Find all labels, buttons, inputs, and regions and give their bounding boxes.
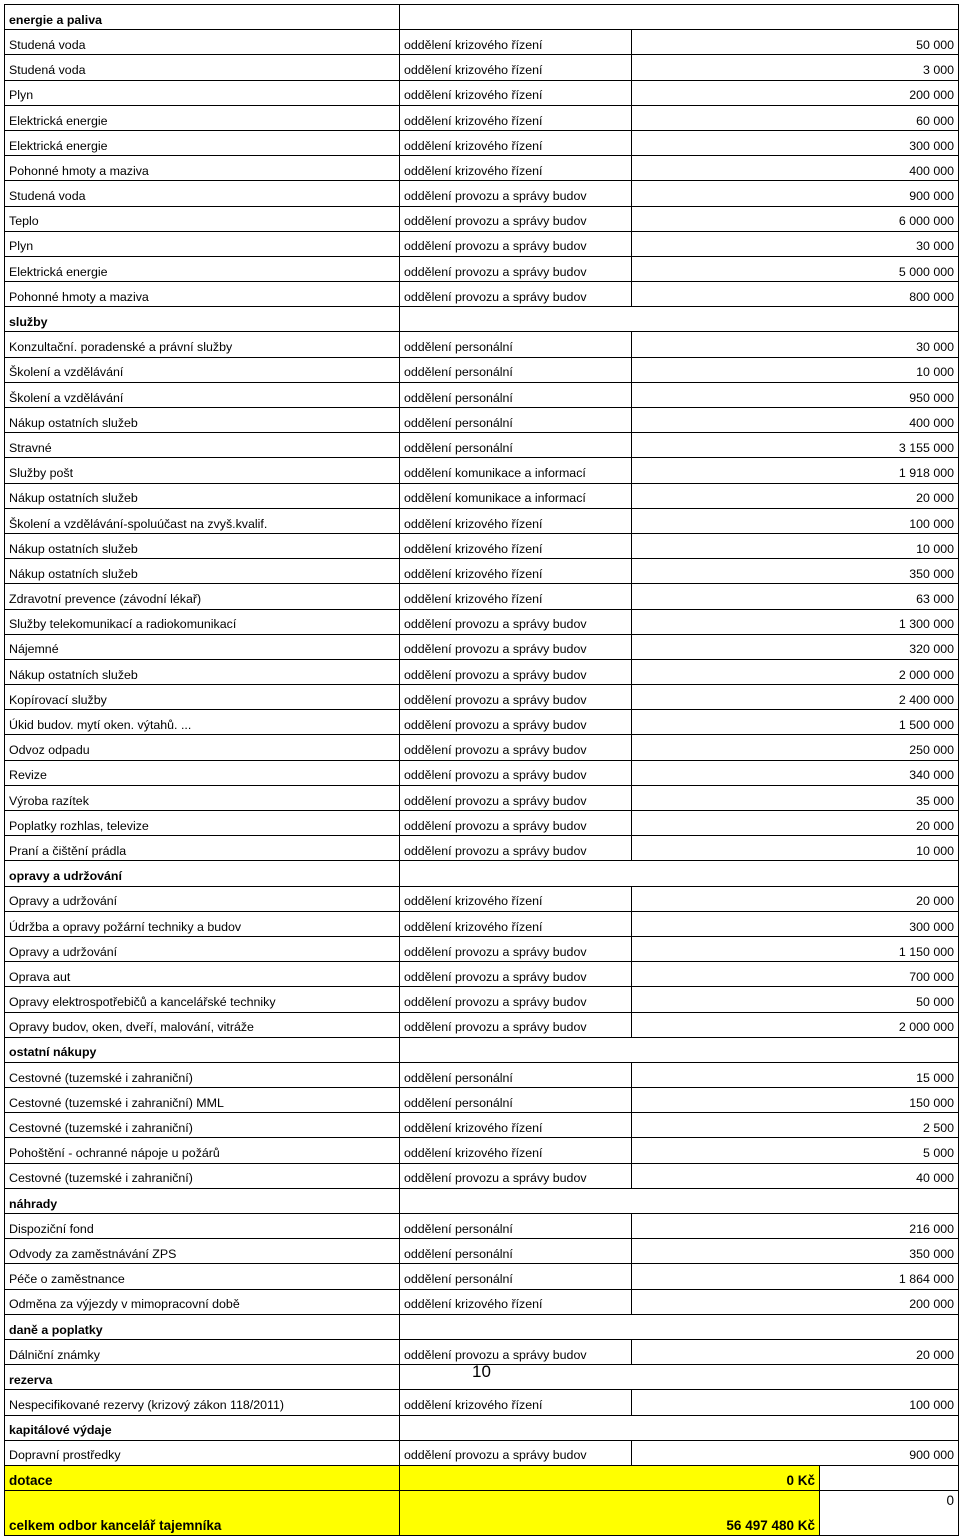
empty-cell — [400, 1188, 959, 1213]
budget-rows — [5, 5, 959, 1466]
empty-cell — [400, 5, 959, 30]
table-row — [5, 685, 959, 710]
section-title: energie a paliva — [5, 5, 400, 30]
table-row — [5, 886, 959, 911]
table-row — [5, 1390, 959, 1415]
section-row — [5, 307, 959, 332]
section-title: ostatní nákupy — [5, 1037, 400, 1062]
item-name: Teplo — [5, 206, 400, 231]
department: oddělení provozu a správy budov — [400, 685, 632, 710]
item-name: Oprava aut — [5, 962, 400, 987]
amount: 900 000 — [632, 181, 959, 206]
table-row — [5, 1239, 959, 1264]
table-row — [5, 256, 959, 281]
item-name: Praní a čištění prádla — [5, 836, 400, 861]
page-number: 10 — [472, 1362, 491, 1381]
department: oddělení provozu a správy budov — [400, 936, 632, 961]
table-row — [5, 1289, 959, 1314]
amount: 10 000 — [632, 836, 959, 861]
department: oddělení personální — [400, 1214, 632, 1239]
item-name: Cestovné (tuzemské i zahraniční) MML — [5, 1088, 400, 1113]
item-name: Plyn — [5, 80, 400, 105]
table-row — [5, 584, 959, 609]
department: oddělení provozu a správy budov — [400, 710, 632, 735]
table-row — [5, 332, 959, 357]
department: oddělení provozu a správy budov — [400, 1440, 632, 1465]
section-title: náhrady — [5, 1188, 400, 1213]
table-row — [5, 156, 959, 181]
department: oddělení krizového řízení — [400, 30, 632, 55]
department: oddělení krizového řízení — [400, 80, 632, 105]
section-row — [5, 1415, 959, 1440]
amount: 2 500 — [632, 1113, 959, 1138]
item-name: Dispoziční fond — [5, 1214, 400, 1239]
item-name: Nákup ostatních služeb — [5, 533, 400, 558]
department: oddělení krizového řízení — [400, 533, 632, 558]
table-row — [5, 836, 959, 861]
table-row — [5, 533, 959, 558]
department: oddělení krizového řízení — [400, 911, 632, 936]
item-name: Cestovné (tuzemské i zahraniční) — [5, 1113, 400, 1138]
amount: 200 000 — [632, 80, 959, 105]
dotace-amount: 0 Kč — [400, 1465, 820, 1490]
amount: 350 000 — [632, 1239, 959, 1264]
item-name: Nájemné — [5, 634, 400, 659]
amount: 3 155 000 — [632, 433, 959, 458]
amount: 2 400 000 — [632, 685, 959, 710]
table-row — [5, 1113, 959, 1138]
amount: 20 000 — [632, 1339, 959, 1364]
amount: 400 000 — [632, 156, 959, 181]
table-row — [5, 55, 959, 80]
department: oddělení krizového řízení — [400, 156, 632, 181]
item-name: Stravné — [5, 433, 400, 458]
budget-table — [4, 4, 959, 1536]
department: oddělení komunikace a informací — [400, 458, 632, 483]
amount: 800 000 — [632, 282, 959, 307]
section-title: služby — [5, 307, 400, 332]
table-row — [5, 105, 959, 130]
department: oddělení provozu a správy budov — [400, 1012, 632, 1037]
amount: 150 000 — [632, 1088, 959, 1113]
section-row — [5, 1314, 959, 1339]
department: oddělení krizového řízení — [400, 1138, 632, 1163]
table-row — [5, 130, 959, 155]
table-row — [5, 634, 959, 659]
amount: 1 300 000 — [632, 609, 959, 634]
section-title: rezerva — [5, 1365, 400, 1390]
item-name: Cestovné (tuzemské i zahraniční) — [5, 1163, 400, 1188]
item-name: Elektrická energie — [5, 130, 400, 155]
item-name: Konzultační. poradenské a právní služby — [5, 332, 400, 357]
amount: 20 000 — [632, 811, 959, 836]
amount: 350 000 — [632, 559, 959, 584]
dotace-empty-cell — [820, 1465, 959, 1490]
amount: 400 000 — [632, 408, 959, 433]
department: oddělení provozu a správy budov — [400, 1163, 632, 1188]
section-row — [5, 5, 959, 30]
amount: 6 000 000 — [632, 206, 959, 231]
item-name: Studená voda — [5, 181, 400, 206]
item-name: Nespecifikované rezervy (krizový zákon 118/2011) — [5, 1390, 400, 1415]
amount: 340 000 — [632, 760, 959, 785]
item-name: Nákup ostatních služeb — [5, 559, 400, 584]
amount: 30 000 — [632, 332, 959, 357]
department: oddělení krizového řízení — [400, 886, 632, 911]
department: oddělení provozu a správy budov — [400, 206, 632, 231]
department: oddělení personální — [400, 332, 632, 357]
table-row — [5, 559, 959, 584]
table-row — [5, 735, 959, 760]
section-row — [5, 1037, 959, 1062]
amount: 300 000 — [632, 130, 959, 155]
department: oddělení personální — [400, 408, 632, 433]
table-row — [5, 1339, 959, 1364]
empty-cell — [400, 1314, 959, 1339]
table-row — [5, 962, 959, 987]
table-row — [5, 811, 959, 836]
table-row — [5, 911, 959, 936]
table-row — [5, 433, 959, 458]
item-name: Údržba a opravy požární techniky a budov — [5, 911, 400, 936]
department: oddělení krizového řízení — [400, 1113, 632, 1138]
amount: 950 000 — [632, 382, 959, 407]
item-name: Školení a vzdělávání — [5, 382, 400, 407]
empty-cell — [400, 1037, 959, 1062]
amount: 2 000 000 — [632, 659, 959, 684]
amount: 100 000 — [632, 1390, 959, 1415]
item-name: Výroba razítek — [5, 785, 400, 810]
empty-cell — [400, 1415, 959, 1440]
amount: 10 000 — [632, 357, 959, 382]
department: oddělení personální — [400, 1239, 632, 1264]
table-row — [5, 231, 959, 256]
amount: 1 864 000 — [632, 1264, 959, 1289]
amount: 1 150 000 — [632, 936, 959, 961]
item-name: Nákup ostatních služeb — [5, 659, 400, 684]
department: oddělení krizového řízení — [400, 559, 632, 584]
department: oddělení personální — [400, 382, 632, 407]
department: oddělení provozu a správy budov — [400, 836, 632, 861]
amount: 300 000 — [632, 911, 959, 936]
department: oddělení personální — [400, 1062, 632, 1087]
amount: 700 000 — [632, 962, 959, 987]
amount: 20 000 — [632, 483, 959, 508]
table-row — [5, 508, 959, 533]
department: oddělení krizového řízení — [400, 1289, 632, 1314]
item-name: Opravy budov, oken, dveří, malování, vitráže — [5, 1012, 400, 1037]
item-name: Kopírovací služby — [5, 685, 400, 710]
amount: 5 000 — [632, 1138, 959, 1163]
table-row — [5, 1264, 959, 1289]
department: oddělení krizového řízení — [400, 508, 632, 533]
table-row — [5, 1088, 959, 1113]
department: oddělení provozu a správy budov — [400, 735, 632, 760]
amount: 320 000 — [632, 634, 959, 659]
table-row — [5, 659, 959, 684]
empty-cell — [400, 861, 959, 886]
amount: 10 000 — [632, 533, 959, 558]
department: oddělení provozu a správy budov — [400, 609, 632, 634]
department: oddělení krizového řízení — [400, 130, 632, 155]
amount: 1 918 000 — [632, 458, 959, 483]
department: oddělení krizového řízení — [400, 105, 632, 130]
item-name: Nákup ostatních služeb — [5, 483, 400, 508]
item-name: Nákup ostatních služeb — [5, 408, 400, 433]
amount: 5 000 000 — [632, 256, 959, 281]
item-name: Elektrická energie — [5, 256, 400, 281]
table-row — [5, 483, 959, 508]
item-name: Studená voda — [5, 30, 400, 55]
amount: 100 000 — [632, 508, 959, 533]
item-name: Dopravní prostředky — [5, 1440, 400, 1465]
table-row — [5, 382, 959, 407]
amount: 250 000 — [632, 735, 959, 760]
table-row — [5, 1138, 959, 1163]
department: oddělení personální — [400, 1264, 632, 1289]
amount: 3 000 — [632, 55, 959, 80]
amount: 30 000 — [632, 231, 959, 256]
department: oddělení provozu a správy budov — [400, 962, 632, 987]
amount: 50 000 — [632, 987, 959, 1012]
item-name: Dálniční známky — [5, 1339, 400, 1364]
amount: 60 000 — [632, 105, 959, 130]
table-row — [5, 206, 959, 231]
item-name: Odvoz odpadu — [5, 735, 400, 760]
item-name: Pohonné hmoty a maziva — [5, 282, 400, 307]
summary-rows — [5, 1465, 959, 1535]
department: oddělení provozu a správy budov — [400, 256, 632, 281]
table-row — [5, 1062, 959, 1087]
amount: 200 000 — [632, 1289, 959, 1314]
department: oddělení provozu a správy budov — [400, 181, 632, 206]
department: oddělení provozu a správy budov — [400, 634, 632, 659]
item-name: Studená voda — [5, 55, 400, 80]
item-name: Opravy elektrospotřebičů a kancelářské techniky — [5, 987, 400, 1012]
table-row — [5, 1214, 959, 1239]
empty-cell — [400, 307, 959, 332]
table-row — [5, 181, 959, 206]
section-title: daně a poplatky — [5, 1314, 400, 1339]
amount: 2 000 000 — [632, 1012, 959, 1037]
table-row — [5, 760, 959, 785]
department: oddělení provozu a správy budov — [400, 785, 632, 810]
department: oddělení komunikace a informací — [400, 483, 632, 508]
amount: 216 000 — [632, 1214, 959, 1239]
dotace-label: dotace — [5, 1465, 400, 1490]
amount: 20 000 — [632, 886, 959, 911]
department: oddělení provozu a správy budov — [400, 987, 632, 1012]
amount: 35 000 — [632, 785, 959, 810]
total-amount: 56 497 480 Kč — [400, 1491, 820, 1536]
item-name: Zdravotní prevence (závodní lékař) — [5, 584, 400, 609]
table-row — [5, 609, 959, 634]
budget-sheet — [4, 4, 958, 1536]
table-row — [5, 987, 959, 1012]
table-row — [5, 1440, 959, 1465]
total-extra-value: 0 — [820, 1491, 959, 1536]
table-row — [5, 710, 959, 735]
table-row — [5, 408, 959, 433]
item-name: Školení a vzdělávání — [5, 357, 400, 382]
table-row — [5, 30, 959, 55]
section-row — [5, 1188, 959, 1213]
item-name: Služby telekomunikací a radiokomunikací — [5, 609, 400, 634]
table-row — [5, 458, 959, 483]
table-row — [5, 357, 959, 382]
item-name: Školení a vzdělávání-spoluúčast na zvyš.kvalif. — [5, 508, 400, 533]
table-row — [5, 936, 959, 961]
department: oddělení provozu a správy budov — [400, 659, 632, 684]
dotace-row — [5, 1465, 959, 1490]
amount: 15 000 — [632, 1062, 959, 1087]
department: oddělení personální — [400, 433, 632, 458]
amount: 40 000 — [632, 1163, 959, 1188]
item-name: Úkid budov. mytí oken. výtahů. ... — [5, 710, 400, 735]
table-row — [5, 1163, 959, 1188]
item-name: Pohoštění - ochranné nápoje u požárů — [5, 1138, 400, 1163]
amount: 900 000 — [632, 1440, 959, 1465]
department: oddělení krizového řízení — [400, 1390, 632, 1415]
item-name: Revize — [5, 760, 400, 785]
total-row — [5, 1491, 959, 1536]
item-name: Pohonné hmoty a maziva — [5, 156, 400, 181]
section-row — [5, 861, 959, 886]
item-name: Poplatky rozhlas, televize — [5, 811, 400, 836]
total-label: celkem odbor kancelář tajemníka — [5, 1491, 400, 1536]
item-name: Odvody za zaměstnávání ZPS — [5, 1239, 400, 1264]
department: oddělení personální — [400, 1088, 632, 1113]
table-row — [5, 80, 959, 105]
item-name: Služby pošt — [5, 458, 400, 483]
section-title: opravy a udržování — [5, 861, 400, 886]
department: oddělení personální — [400, 357, 632, 382]
amount: 50 000 — [632, 30, 959, 55]
item-name: Opravy a udržování — [5, 936, 400, 961]
department: oddělení provozu a správy budov — [400, 282, 632, 307]
item-name: Péče o zaměstnance — [5, 1264, 400, 1289]
department: oddělení provozu a správy budov — [400, 760, 632, 785]
department: oddělení provozu a správy budov — [400, 231, 632, 256]
table-row — [5, 1012, 959, 1037]
item-name: Opravy a udržování — [5, 886, 400, 911]
amount: 1 500 000 — [632, 710, 959, 735]
item-name: Plyn — [5, 231, 400, 256]
item-name: Cestovné (tuzemské i zahraniční) — [5, 1062, 400, 1087]
table-row — [5, 282, 959, 307]
department: oddělení provozu a správy budov — [400, 811, 632, 836]
department: oddělení krizového řízení — [400, 55, 632, 80]
item-name: Odměna za výjezdy v mimopracovní době — [5, 1289, 400, 1314]
department: oddělení krizového řízení — [400, 584, 632, 609]
item-name: Elektrická energie — [5, 105, 400, 130]
department: oddělení provozu a správy budov — [400, 1339, 632, 1364]
amount: 63 000 — [632, 584, 959, 609]
section-title: kapitálové výdaje — [5, 1415, 400, 1440]
table-row — [5, 785, 959, 810]
